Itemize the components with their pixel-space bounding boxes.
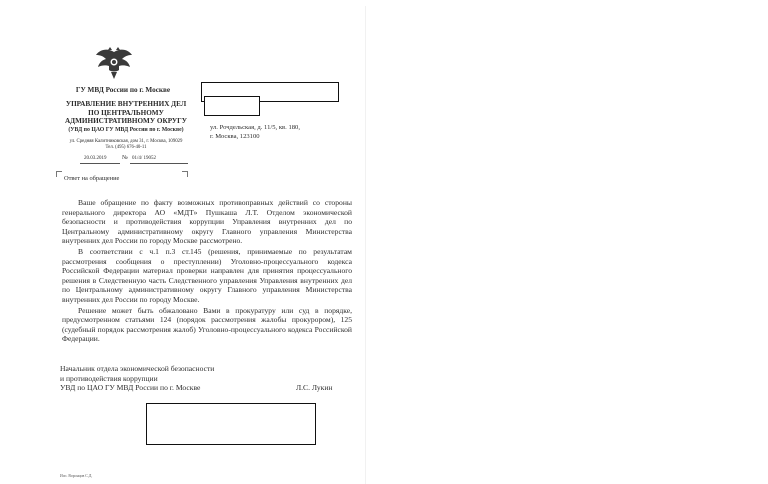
number-sign: № bbox=[122, 155, 128, 161]
subject-bracket-right bbox=[182, 171, 188, 177]
letter-subject: Ответ на обращение bbox=[64, 175, 120, 182]
executor-note: Исп. Воронцов С.Д. bbox=[60, 474, 93, 478]
date-underline bbox=[80, 163, 120, 164]
sender-address bbox=[56, 139, 196, 151]
paper-edge bbox=[365, 6, 366, 484]
redacted-signature-block bbox=[146, 403, 316, 445]
body-paragraph: В соответствии с ч.1 п.3 ст.145 (решения, принимаемые по результатам рассмотрения сообщения о преступлении) Уголовно-процессуального кодекса Российской Федерации материал проверки направлен для принятия процессуального решения в Следственную часть Следственного управления Управления внутренних дел по Центральному административному округу Главного управления Министерства внутренних дел России по городу Москве. bbox=[62, 246, 352, 304]
signatory-name: Л.С. Лукин bbox=[296, 383, 333, 392]
signatory-title-line: Начальник отдела экономической безопасности bbox=[60, 364, 215, 373]
sender-department-line: УПРАВЛЕНИЕ ВНУТРЕННИХ ДЕЛ bbox=[65, 100, 187, 108]
number-underline bbox=[130, 163, 188, 164]
sender-department-line: АДМИНИСТРАТИВНОМУ ОКРУГУ bbox=[64, 117, 188, 126]
sender-department bbox=[56, 100, 196, 134]
letter-date: 20.03.2019 bbox=[84, 156, 107, 161]
sender-department-line: ПО ЦЕНТРАЛЬНОМУ bbox=[88, 108, 164, 117]
redacted-recipient-name-2 bbox=[204, 96, 260, 116]
recipient-address-line: ул. Рочдельская, д. 11/5, кв. 180, bbox=[210, 124, 300, 131]
signatory-title bbox=[60, 364, 260, 393]
sender-organization: ГУ МВД России по г. Москве bbox=[75, 86, 171, 94]
signatory-title-line: УВД по ЦАО ГУ МВД России по г. Москве bbox=[60, 383, 201, 393]
sender-address-line: Тел. (495) 676-40-11 bbox=[105, 145, 147, 150]
recipient-address-line: г. Москва, 123100 bbox=[210, 133, 260, 140]
body-paragraph: Ваше обращение по факту возможных противоправных действий со стороны генерального директора АО «МДТ» Пушкаша Л.Т. Отделом экономической безопасности и противодействия коррупции Управления внутренних дел по Центральному административному округу Главного управления Министерства внутренних дел России по городу Москве рассмотрено. bbox=[62, 198, 352, 246]
signatory-title-line: и противодействия коррупции bbox=[60, 373, 158, 383]
body-paragraph: Решение может быть обжаловано Вами в прокуратуру или суд в порядке, предусмотренном статьями 124 (порядок рассмотрения жалобы прокурором), 125 (судебный порядок рассмотрения жалоб) Уголовно-процессуального кодекса Российской Федерации. bbox=[62, 305, 352, 344]
sender-address-line: ул. Средняя Калитниковская, дом 31, г. Москва, 109029 bbox=[69, 139, 183, 144]
sender-department-line: (УВД по ЦАО ГУ МВД России по г. Москве) bbox=[68, 126, 184, 133]
letter-body bbox=[62, 198, 352, 345]
mvd-emblem-icon bbox=[94, 46, 134, 80]
outgoing-number: 01/4/ 19052 bbox=[132, 156, 157, 161]
subject-bracket-left bbox=[56, 171, 62, 177]
recipient-address bbox=[210, 123, 300, 141]
